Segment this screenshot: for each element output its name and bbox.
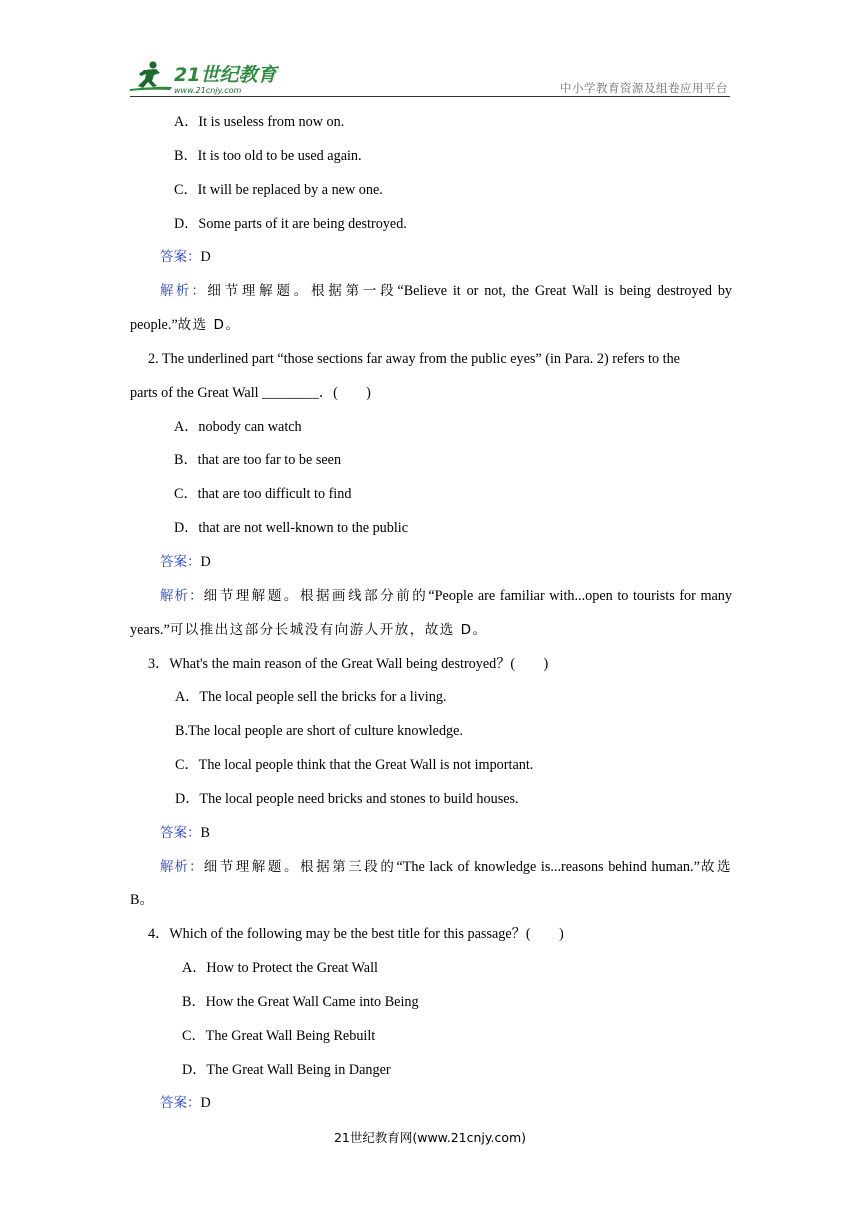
q2-stem-line2: parts of the Great Wall ________．( ) bbox=[130, 384, 371, 401]
header-slogan: 中小学教育资源及组卷应用平台 bbox=[560, 81, 728, 95]
page-header bbox=[130, 56, 730, 98]
answer-value: D bbox=[200, 249, 211, 266]
header-divider bbox=[130, 96, 730, 97]
q3-answer bbox=[130, 817, 732, 851]
q4-option-d: D．The Great Wall Being in Danger bbox=[182, 1061, 391, 1078]
q3-stem: 3．What's the main reason of the Great Wall being destroyed？( ) bbox=[148, 655, 549, 672]
analysis-answer-letter: B。 bbox=[130, 892, 154, 909]
q2-stem-line1: 2. The underlined part “those sections far away from the public eyes” (in Para. 2) refers to the bbox=[148, 350, 680, 367]
analysis-label: 解析： bbox=[160, 858, 204, 875]
q3-option-d: D．The local people need bricks and stones to build houses. bbox=[175, 790, 519, 807]
answer-label: 答案： bbox=[160, 553, 201, 570]
q2-option-a: A．nobody can watch bbox=[174, 418, 302, 435]
analysis-quote: “People are familiar with...open to tourists for many bbox=[428, 587, 732, 604]
q4-stem: 4．Which of the following may be the best title for this passage？( ) bbox=[148, 926, 564, 943]
q2-option-b: B．that are too far to be seen bbox=[174, 452, 342, 469]
q1-option-c: C．It will be replaced by a new one. bbox=[174, 181, 383, 198]
runner-icon bbox=[130, 61, 172, 91]
document-body bbox=[130, 106, 732, 1121]
site-logo bbox=[130, 60, 300, 96]
q3-option-a: A．The local people sell the bricks for a living. bbox=[175, 689, 447, 706]
answer-label: 答案： bbox=[160, 1095, 201, 1112]
analysis-quote: “The lack of knowledge is...reasons behind human.” bbox=[396, 858, 700, 875]
answer-value: D bbox=[200, 553, 211, 570]
q4-answer bbox=[130, 1087, 732, 1121]
analysis-quote-end: years.” bbox=[130, 621, 170, 638]
q2-analysis-line2 bbox=[130, 614, 732, 648]
logo-url: www.21cnjy.com bbox=[174, 86, 242, 95]
q4-option-b: B．How the Great Wall Came into Being bbox=[182, 993, 419, 1010]
q2-analysis-line1 bbox=[130, 580, 732, 614]
q1-analysis-line1 bbox=[130, 275, 732, 309]
q1-option-a: A．It is useless from now on. bbox=[174, 114, 345, 130]
page-footer: 21世纪教育网(www.21cnjy.com) bbox=[333, 1130, 527, 1145]
q3-option-c: C．The local people think that the Great Wall is not important. bbox=[175, 757, 534, 774]
q4-option-c: C．The Great Wall Being Rebuilt bbox=[182, 1027, 376, 1044]
analysis-conclusion: 故选 D。 bbox=[177, 317, 241, 334]
q1-option-d: D．Some parts of it are being destroyed. bbox=[174, 215, 407, 232]
answer-value: D bbox=[200, 1095, 211, 1112]
answer-label: 答案： bbox=[160, 249, 201, 266]
q2-answer bbox=[130, 546, 732, 580]
q3-analysis-line2 bbox=[130, 884, 732, 918]
analysis-label: 解析： bbox=[160, 283, 208, 300]
q1-option-b: B．It is too old to be used again. bbox=[174, 147, 362, 164]
logo-text: 21世纪教育 bbox=[174, 64, 277, 86]
q1-answer bbox=[130, 241, 732, 275]
analysis-conclusion: 故选 bbox=[699, 858, 732, 875]
q2-option-c: C．that are too difficult to find bbox=[174, 486, 352, 503]
q4-option-a: A．How to Protect the Great Wall bbox=[182, 960, 378, 977]
analysis-label: 解析： bbox=[160, 587, 204, 604]
analysis-cn: 细节理解题。根据第一段 bbox=[207, 283, 398, 300]
analysis-quote-end: people.” bbox=[130, 317, 178, 334]
analysis-cn: 细节理解题。根据画线部分前的 bbox=[203, 587, 429, 604]
answer-label: 答案： bbox=[160, 824, 201, 841]
analysis-conclusion: 可以推出这部分长城没有向游人开放，故选 D。 bbox=[169, 621, 488, 638]
q3-option-b: B.The local people are short of culture knowledge. bbox=[175, 723, 463, 740]
analysis-quote: “Believe it or not, the Great Wall is being destroyed by bbox=[397, 283, 733, 300]
q2-option-d: D．that are not well-known to the public bbox=[174, 520, 409, 537]
q3-analysis-line1 bbox=[130, 851, 732, 885]
q1-analysis-line2 bbox=[130, 309, 732, 343]
answer-value: B bbox=[200, 824, 210, 841]
analysis-cn: 细节理解题。根据第三段的 bbox=[203, 858, 397, 875]
